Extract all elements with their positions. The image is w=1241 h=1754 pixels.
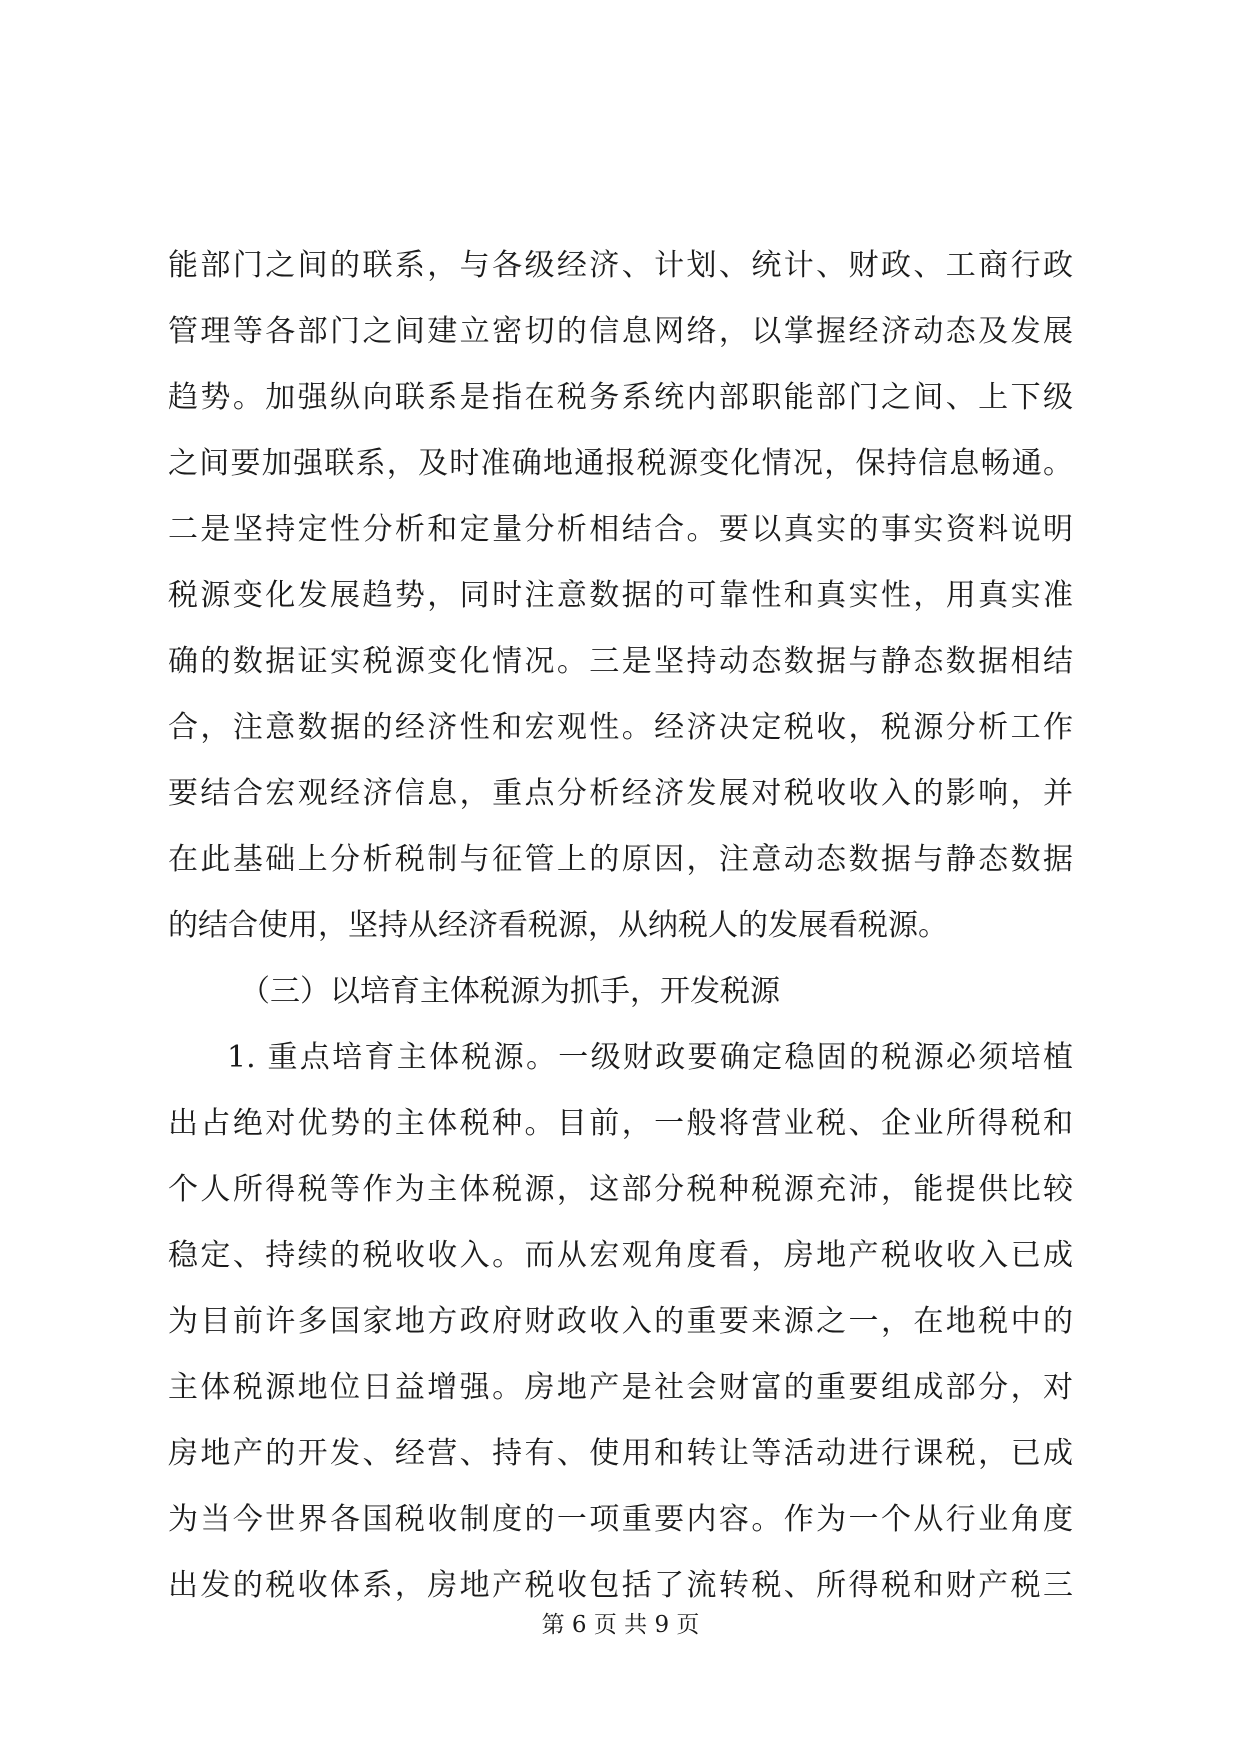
text-line: 主体税源地位日益增强。房地产是社会财富的重要组成部分，对 bbox=[168, 1370, 1073, 1405]
text-line: 在此基础上分析税制与征管上的原因，注意动态数据与静态数据 bbox=[168, 842, 1073, 877]
text-line: 管理等各部门之间建立密切的信息网络，以掌握经济动态及发展 bbox=[168, 314, 1073, 349]
text-line: 出发的税收体系，房地产税收包括了流转税、所得税和财产税三 bbox=[168, 1568, 1073, 1603]
text-line: 趋势。加强纵向联系是指在税务系统内部职能部门之间、上下级 bbox=[168, 380, 1073, 415]
page-footer bbox=[0, 1610, 1241, 1640]
paragraph-2 bbox=[168, 1025, 1073, 1619]
text-line: 合，注意数据的经济性和宏观性。经济决定税收，税源分析工作 bbox=[168, 710, 1073, 745]
page-number: 第 6 页 共 9 页 bbox=[541, 1612, 700, 1638]
section-heading: （三）以培育主体税源为抓手，开发税源 bbox=[240, 974, 780, 1009]
text-line: 二是坚持定性分析和定量分析相结合。要以真实的事实资料说明 bbox=[168, 512, 1073, 547]
text-line: 稳定、持续的税收收入。而从宏观角度看，房地产税收收入已成 bbox=[168, 1238, 1073, 1273]
text-line: 确的数据证实税源变化情况。三是坚持动态数据与静态数据相结 bbox=[168, 644, 1073, 679]
text-line: 要结合宏观经济信息，重点分析经济发展对税收收入的影响，并 bbox=[168, 776, 1073, 811]
document-body bbox=[168, 233, 1073, 1619]
text-line: 能部门之间的联系，与各级经济、计划、统计、财政、工商行政 bbox=[168, 248, 1073, 283]
paragraph-1 bbox=[168, 233, 1073, 959]
text-line: 个人所得税等作为主体税源，这部分税种税源充沛，能提供比较 bbox=[168, 1172, 1073, 1207]
text-line: 1. 重点培育主体税源。一级财政要确定稳固的税源必须培植 bbox=[227, 1040, 1073, 1075]
text-line: 出占绝对优势的主体税种。目前，一般将营业税、企业所得税和 bbox=[168, 1106, 1073, 1141]
text-line: 为当今世界各国税收制度的一项重要内容。作为一个从行业角度 bbox=[168, 1502, 1073, 1537]
text-line: 为目前许多国家地方政府财政收入的重要来源之一，在地税中的 bbox=[168, 1304, 1073, 1339]
text-line: 之间要加强联系，及时准确地通报税源变化情况，保持信息畅通。 bbox=[168, 446, 1073, 481]
text-line: 房地产的开发、经营、持有、使用和转让等活动进行课税，已成 bbox=[168, 1436, 1073, 1471]
text-line: 税源变化发展趋势，同时注意数据的可靠性和真实性，用真实准 bbox=[168, 578, 1073, 613]
text-line: 的结合使用，坚持从经济看税源，从纳税人的发展看税源。 bbox=[168, 908, 948, 943]
